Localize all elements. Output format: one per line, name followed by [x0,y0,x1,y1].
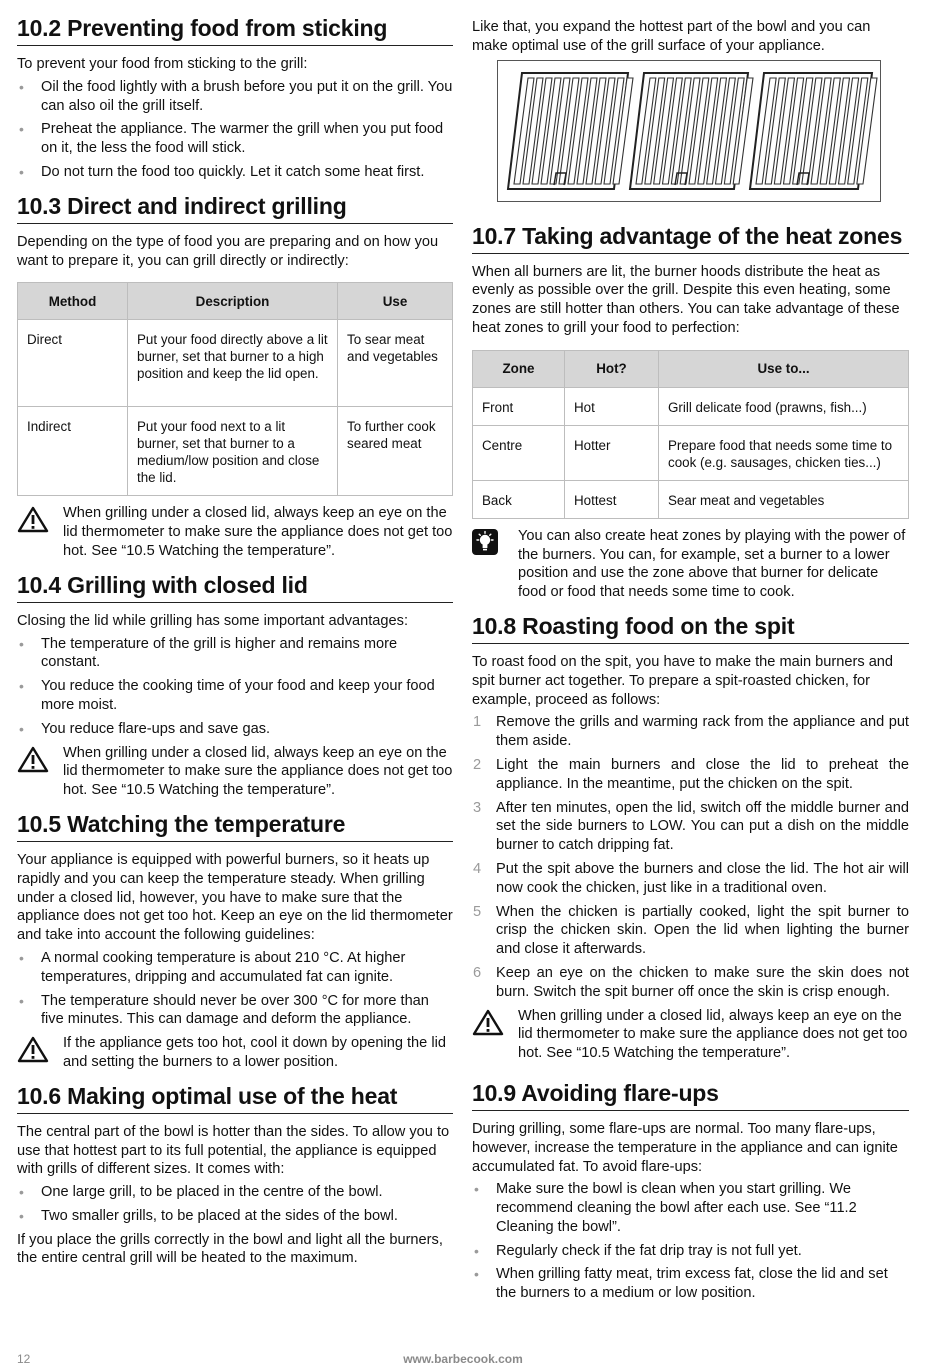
table-cell: Indirect [18,407,128,496]
table-cell: Hotter [565,425,659,480]
grill-grate-left [508,73,633,189]
warning-text: If the appliance gets too hot, cool it down by opening the lid and setting the burners to a lower position. [63,1035,446,1070]
bullet-icon: • [474,1266,479,1283]
list-item: • Do not turn the food too quickly. Let it catch some heat first. [19,163,425,180]
bullet-icon: • [19,1184,24,1201]
table-header-row [473,350,909,387]
warning-note [17,744,453,800]
list-item: 2 Light the main burners and close the lid to preheat the appliance. In the meantime, put the chicken on the spit. [473,756,909,792]
table-cell: Prepare food that needs some time to cook (e.g. sausages, chicken ties...) [659,425,909,480]
table-cell: Front [473,387,565,425]
section-intro: To prevent your food from sticking to the grill: [17,56,308,72]
warning-note [472,1007,909,1063]
table-cell: Sear meat and vegetables [659,480,909,518]
table-header: Hot? [565,350,659,387]
warning-text: When grilling under a closed lid, always keep an eye on the lid thermometer to make sure the appliance does not get too hot. See “10.5 Watching the temperature”. [518,1007,908,1062]
table-header-row [18,283,453,320]
bullet-list [17,635,453,739]
table-row [473,387,909,425]
bullet-icon: • [19,163,24,180]
page-number: 12 [17,1352,31,1366]
step-number: 3 [473,799,482,816]
list-item: • The temperature should never be over 300 °C for more than five minutes. This can damage and deform the appliance. [19,992,429,1028]
section-intro: To roast food on the spit, you have to make the main burners and spit burner act together. To prepare a spit-roasted chicken, for example, proceed as follows: [472,653,894,708]
section-title: 10.4 Grilling with closed lid [17,571,453,603]
step-number: 2 [473,756,482,773]
list-item: • Preheat the appliance. The warmer the grill when you put food on it, the less the food will stick. [19,121,444,157]
table-header: Use [338,283,453,320]
table-row [473,425,909,480]
section-10-6 [17,1082,453,1269]
table-cell: Centre [473,425,565,480]
table-cell: To further cook seared meat [338,407,453,496]
list-item: • You reduce flare-ups and save gas. [19,720,271,737]
section-intro: The central part of the bowl is hotter than the sides. To allow you to use that hottest part to its full potential, the appliance is equipped with grills of different sizes. It comes with: [17,1123,450,1178]
section-intro: When all burners are lit, the burner hoods distribute the heat as evenly as possible over the grill. Despite this even heating, some zones are still hotter than others. You can take advantage of these heat zones to grill your food to perfection: [472,263,900,336]
section-10-9 [472,1079,909,1303]
bullet-icon: • [19,78,24,95]
warning-text: When grilling under a closed lid, always keep an eye on the lid thermometer to make sure the appliance does not get too hot. See “10.5 Watching the temperature”. [63,505,453,559]
list-item: 1 Remove the grills and warming rack from the appliance and put them aside. [473,714,909,750]
method-table [17,282,453,496]
table-row [18,407,453,496]
section-10-2 [17,14,453,182]
section-intro: Depending on the type of food you are preparing and on how you want to prepare it, you can grill directly or indirectly: [17,233,439,269]
list-item: • Make sure the bowl is clean when you start grilling. We recommend cleaning the bowl after each use. See “11.2 Cleaning the bowl”. [474,1181,857,1235]
table-cell: Grill delicate food (prawns, fish...) [659,387,909,425]
section-title: 10.3 Direct and indirect grilling [17,192,453,224]
bullet-list [472,1180,909,1303]
table-cell: Put your food next to a lit burner, set that burner to a medium/low position and close the lid. [128,407,338,496]
table-cell: Hot [565,387,659,425]
list-item: • The temperature of the grill is higher and remains more constant. [19,635,398,671]
list-item: 6 Keep an eye on the chicken to make sure the skin does not burn. Switch the spit burner off once the skin is crisp enough. [473,964,909,1000]
bullet-icon: • [19,949,24,966]
grill-grate-center [630,73,753,189]
grills-drawing [498,61,880,201]
section-10-7 [472,222,909,602]
section-title: 10.6 Making optimal use of the heat [17,1082,453,1114]
section-continuation: Like that, you expand the hottest part of the bowl and you can make optimal use of the grill surface of your appliance. [472,19,871,54]
warning-triangle-icon [17,1034,63,1072]
section-title: 10.2 Preventing food from sticking [17,14,453,46]
list-item: • Regularly check if the fat drip tray is not full yet. [474,1242,802,1259]
list-item: • Two smaller grills, to be placed at the sides of the bowl. [19,1207,398,1224]
list-item: • When grilling fatty meat, trim excess fat, close the lid and set the burners to a medium or low position. [474,1266,888,1302]
section-title: 10.9 Avoiding flare-ups [472,1079,909,1111]
grill-grate-right [750,73,877,189]
tip-text: You can also create heat zones by playing with the power of the burners. You can, for example, set a burner to a lower position and use the zone above that burner for delicate food or food that needs some time to cook. [518,527,906,601]
list-item: • Oil the food lightly with a brush before you put it on the grill. You can also oil the grill itself. [19,78,453,114]
list-item: • A normal cooking temperature is about 210 °C. At higher temperatures, dripping and accumulated fat can ignite. [19,949,406,985]
grills-illustration [497,60,881,202]
list-item: 4 Put the spit above the burners and close the lid. The hot air will now cook the chicken, just like in a traditional oven. [473,860,909,896]
section-title: 10.7 Taking advantage of the heat zones [472,222,909,254]
step-list [472,713,909,1001]
table-row [473,480,909,518]
list-item: • You reduce the cooking time of your food and keep your food more moist. [19,678,435,713]
lightbulb-icon [472,527,518,602]
bullet-icon: • [474,1181,479,1198]
table-header: Zone [473,350,565,387]
warning-triangle-icon [17,504,63,560]
section-title: 10.8 Roasting food on the spit [472,612,909,644]
list-item: • One large grill, to be placed in the centre of the bowl. [19,1184,383,1201]
table-cell: Hottest [565,480,659,518]
list-item: 5 When the chicken is partially cooked, light the spit burner to crisp the chicken skin. Open the lid when lighting the burner and close it afterwards. [473,903,909,958]
warning-note [17,1034,453,1072]
step-number: 6 [473,964,482,981]
warning-triangle-icon [472,1007,518,1063]
section-10-5 [17,810,453,1072]
section-intro: During grilling, some flare-ups are normal. Too many flare-ups, however, increase the temperature in the appliance and can ignite accumulated fat. To avoid flare-ups: [472,1120,898,1175]
step-number: 1 [473,714,482,731]
bullet-list [17,949,453,1029]
bullet-icon: • [19,678,24,695]
section-10-8 [472,612,909,1063]
warning-note [17,504,453,560]
bullet-icon: • [19,121,24,138]
right-column [472,18,909,1308]
table-cell: Put your food directly above a lit burner, set that burner to a high position and keep the lid open. [128,320,338,407]
table-cell: To sear meat and vegetables [338,320,453,407]
bullet-list [17,78,453,182]
section-10-3 [17,192,453,561]
bullet-icon: • [19,1207,24,1224]
table-header: Method [18,283,128,320]
warning-text: When grilling under a closed lid, always keep an eye on the lid thermometer to make sure the appliance does not get too hot. See “10.5 Watching the temperature”. [63,744,453,799]
section-intro: Closing the lid while grilling has some important advantages: [17,612,408,629]
footer-url: www.barbecook.com [403,1352,523,1366]
section-outro: If you place the grills correctly in the bowl and light all the burners, the entire central grill will be heated to the maximum. [17,1231,443,1267]
section-10-4 [17,571,453,800]
bullet-icon: • [474,1242,479,1259]
bullet-icon: • [19,635,24,652]
warning-triangle-icon [17,744,63,800]
list-item: 3 After ten minutes, open the lid, switch off the middle burner and set the side burners to LOW. You can put a dish on the middle burner to catch dripping fat. [473,799,909,854]
step-number: 5 [473,903,482,920]
step-number: 4 [473,860,482,877]
table-cell: Direct [18,320,128,407]
table-row [18,320,453,407]
table-header: Description [128,283,338,320]
table-header: Use to... [659,350,909,387]
bullet-icon: • [19,992,24,1009]
section-intro: Your appliance is equipped with powerful burners, so it heats up rapidly and you can keep the temperature steady. When grilling under a closed lid, however, you have to make sure that the appliance does not get too hot. Keep an eye on the lid thermometer and take into account the following guidelines: [17,851,453,944]
table-cell: Back [473,480,565,518]
tip-note [472,527,909,602]
heat-zone-table [472,350,909,519]
bullet-list [17,1183,453,1226]
left-column [17,14,453,1272]
section-title: 10.5 Watching the temperature [17,810,453,842]
bullet-icon: • [19,720,24,737]
